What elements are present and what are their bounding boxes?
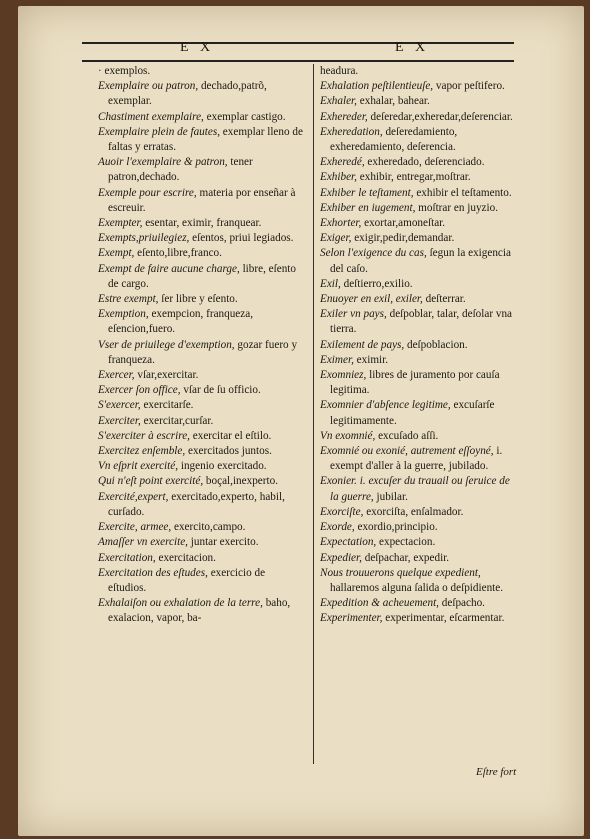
entry-headword: Chastiment exemplaire, [98,110,204,123]
entry-definition: exercitacion. [155,551,216,564]
dictionary-entry [320,444,520,474]
entry-definition: exemplar castigo. [203,110,286,123]
entry-definition: exordio,principio. [354,521,438,534]
entry-definition: excuſarſe legitimamente. [330,399,495,427]
entry-headword: Amaſſer vn exercite, [98,536,188,549]
column-divider [313,64,314,764]
dictionary-entry [98,398,306,413]
dictionary-entry [98,444,306,459]
dictionary-entry [320,368,520,398]
entry-headword: S'exercer, [98,399,141,412]
dictionary-entry [98,231,306,246]
entry-definition: deſeredamiento, exheredamiento, deſerencia. [330,125,458,154]
catchword: Eſtre fort [476,766,517,778]
dictionary-entry [98,368,306,383]
dictionary-entry [98,307,306,337]
entry-definition: exercitado,experto, habil, curſado. [108,490,285,518]
entry-headword: Exonier. i. excuſer du trauail ou ſeruice de la guerre, [320,475,510,503]
right-column [320,64,520,627]
entry-definition: exigir,pedir,demandar. [351,232,455,245]
entry-definition: exercitar,curſar. [140,414,214,427]
dictionary-entry [320,505,520,520]
entry-definition: ſer libre y eſento. [158,293,238,306]
entry-headword: Experimenter, [320,612,383,625]
entry-definition: i. exempt d'aller à la guerre, jubilado. [330,445,503,473]
running-head-left: E X [180,40,215,55]
dictionary-entry [320,64,520,79]
entry-definition: · exemplos. [98,65,151,77]
entry-headword: Exomnier d'abſence legitime, [320,399,451,412]
dictionary-entry [320,94,520,109]
entry-headword: Exil, [320,277,341,290]
dictionary-entry [98,596,306,626]
entry-definition: libres de juramento por cauſa legitima. [330,369,500,397]
entry-headword: Exemplaire plein de fautes, [98,125,220,138]
dictionary-entry [98,125,306,155]
dictionary-entry [98,110,306,125]
entry-headword: Exempt de faire aucune charge, [98,262,240,275]
entry-headword: Exhiber, [320,171,357,184]
entry-definition: exercito,campo. [171,521,246,534]
entry-definition: materia por enseñar à escreuir. [108,186,296,214]
entry-headword: S'exerciter à escrire, [98,429,190,442]
entry-headword: Enuoyer en exil, exiler, [320,293,423,306]
entry-definition: hallaremos alguna ſalida o deſpidiente. [330,581,504,594]
dictionary-entry [320,292,520,307]
entry-definition: deſpachar, expedir. [361,551,450,564]
entry-definition: exercicio de eſtudios. [108,566,266,594]
header-rule-top [82,42,514,44]
entry-headword: Exhalaiſon ou exhalation de la terre, [98,597,263,610]
entry-headword: Exemplaire ou patron, [98,80,199,93]
entry-headword: Exhorter, [320,217,362,230]
dictionary-entry [320,551,520,566]
dictionary-entry [98,429,306,444]
dictionary-entry [320,353,520,368]
dictionary-entry [98,520,306,535]
entry-headword: Exempter, [98,217,143,230]
entry-headword: Exempt, [98,247,135,260]
entry-definition: exheredado, deſerenciado. [364,156,485,169]
entry-definition: eximir. [353,353,389,366]
entry-headword: Selon l'exigence du cas, [320,247,427,260]
dictionary-entry [320,246,520,276]
dictionary-entry [320,79,520,94]
dictionary-entry [320,611,520,626]
entry-definition: vapor peſtifero. [433,80,505,93]
dictionary-entry [98,155,306,185]
entry-definition: exercitarſe. [140,399,194,412]
entry-headword: Expedition & acheuement, [320,597,439,610]
dictionary-entry [320,338,520,353]
entry-headword: Exhaler, [320,95,357,108]
entry-definition: ingenio exercitado. [178,460,267,473]
dictionary-entry [320,125,520,155]
dictionary-entry [98,459,306,474]
entry-definition: exercitados juntos. [185,445,272,458]
entry-headword: Exempts,priuilegiez, [98,232,190,245]
dictionary-entry [320,186,520,201]
entry-headword: Exheredé, [320,156,365,169]
entry-headword: Expedier, [320,551,362,564]
entry-headword: Exiler vn pays, [320,308,387,321]
entry-definition: baho, exalacion, vapor, ba- [108,597,291,625]
dictionary-entry [98,64,306,79]
entry-definition: deſpoblar, talar, deſolar vna tierra. [330,308,513,336]
entry-headword: Exorde, [320,521,355,534]
entry-headword: Vser de priuilege d'exemption, [98,338,235,351]
dictionary-entry [98,246,306,261]
dictionary-entry [98,216,306,231]
dictionary-entry [98,551,306,566]
entry-headword: Exhereder, [320,110,368,123]
entry-definition: esentar, eximir, franquear. [142,217,262,230]
entry-headword: Estre exempt, [98,293,159,306]
dictionary-entry [320,155,520,170]
entry-definition: dechado,patrõ, exemplar. [108,80,267,108]
entry-headword: Exemption, [98,308,149,321]
entry-definition: experimentar, eſcarmentar. [382,612,505,625]
entry-definition: exortar,amoneſtar. [361,217,446,230]
entry-definition: eſentos, priui legiados. [189,232,294,245]
entry-headword: Exorciſte, [320,505,364,518]
dictionary-entry [320,520,520,535]
entry-definition: ſegun la exigencia del caſo. [330,247,511,275]
entry-definition: exhibir el teſtamento. [413,186,512,199]
entry-headword: Vn eſprit exercité, [98,460,179,473]
entry-headword: Exercité,expert, [98,490,169,503]
dictionary-entry [320,398,520,428]
entry-definition: deſtierro,exilio. [340,277,413,290]
entry-definition: exhalar, bahear. [356,95,430,108]
dictionary-entry [98,262,306,292]
entry-headword: Exercitation, [98,551,156,564]
entry-definition: exemplar lleno de faltas y erratas. [108,125,303,154]
dictionary-entry [98,474,306,489]
entry-definition: exercitar el eſtilo. [189,429,272,442]
entry-headword: Auoir l'exemplaire & patron, [98,156,228,169]
entry-headword: Exerciter, [98,414,141,427]
entry-headword: Qui n'eſt point exercité, [98,475,204,488]
dictionary-entry [98,414,306,429]
dictionary-entry [320,216,520,231]
dictionary-entry [98,383,306,398]
entry-definition: vſar de ſu officio. [180,384,261,397]
entry-definition: exhibir, entregar,moſtrar. [356,171,471,184]
header-rule-bottom [82,60,514,62]
dictionary-entry [98,292,306,307]
dictionary-entry [320,201,520,216]
dictionary-entry [320,277,520,292]
entry-headword: Expectation, [320,536,377,549]
entry-headword: Exilement de pays, [320,338,405,351]
entry-definition: deſterrar. [422,293,466,306]
dictionary-entry [98,490,306,520]
entry-headword: Nous trouuerons quelque expedient, [320,566,481,579]
entry-headword: Exercer ſon office, [98,384,181,397]
dictionary-entry [98,79,306,109]
entry-definition: exempcion, franqueza, eſencion,fuero. [108,308,254,336]
entry-definition: deſeredar,exheredar,deſerenciar. [367,110,513,123]
entry-headword: Exemple pour escrire, [98,186,197,199]
dictionary-entry [320,307,520,337]
dictionary-entry [320,170,520,185]
entry-headword: Exheredation, [320,125,383,138]
entry-headword: Exhiber en iugement, [320,201,416,214]
entry-headword: Exercitez enſemble, [98,445,186,458]
running-head-right: E X [395,40,430,55]
entry-definition: excuſado aſſi. [375,429,439,442]
entry-definition: headura. [320,65,359,77]
entry-headword: Eximer, [320,353,354,366]
entry-definition: exorciſta, enſalmador. [363,505,464,518]
dictionary-entry [320,110,520,125]
entry-headword: Exiger, [320,232,352,245]
dictionary-entry [320,429,520,444]
entry-headword: Exomniez, [320,369,367,382]
entry-definition: eſento,libre,franco. [134,247,222,260]
dictionary-entry [320,535,520,550]
entry-definition: juntar exercito. [187,536,259,549]
entry-definition: boçal,inexperto. [203,475,278,488]
entry-definition: moſtrar en juyzio. [415,201,499,214]
entry-headword: Exercite, armee, [98,521,172,534]
dictionary-entry [320,474,520,504]
dictionary-entry [98,535,306,550]
entry-definition: gozar fuero y franqueza. [108,338,298,366]
entry-definition: deſpacho. [438,597,485,610]
left-column [98,64,306,627]
entry-definition: expectacion. [376,536,436,549]
entry-headword: Exomnié ou exonié, autrement eſſoyné, [320,445,494,458]
entry-headword: Vn exomnié, [320,429,376,442]
entry-headword: Exhiber le teſtament, [320,186,414,199]
entry-definition: deſpoblacion. [404,338,468,351]
entry-headword: Exercitation des eſtudes, [98,566,208,579]
entry-headword: Exhalation peſtilentieuſe, [320,80,434,93]
dictionary-entry [320,566,520,596]
entry-definition: vſar,exercitar. [134,369,199,382]
entry-definition: tener patron,dechado. [108,156,253,184]
entry-definition: jubilar. [373,490,408,503]
entry-definition: libre, eſento de cargo. [108,262,296,290]
dictionary-entry [320,231,520,246]
dictionary-entry [98,338,306,368]
entry-headword: Exercer, [98,369,135,382]
dictionary-entry [98,186,306,216]
dictionary-entry [98,566,306,596]
dictionary-entry [320,596,520,611]
